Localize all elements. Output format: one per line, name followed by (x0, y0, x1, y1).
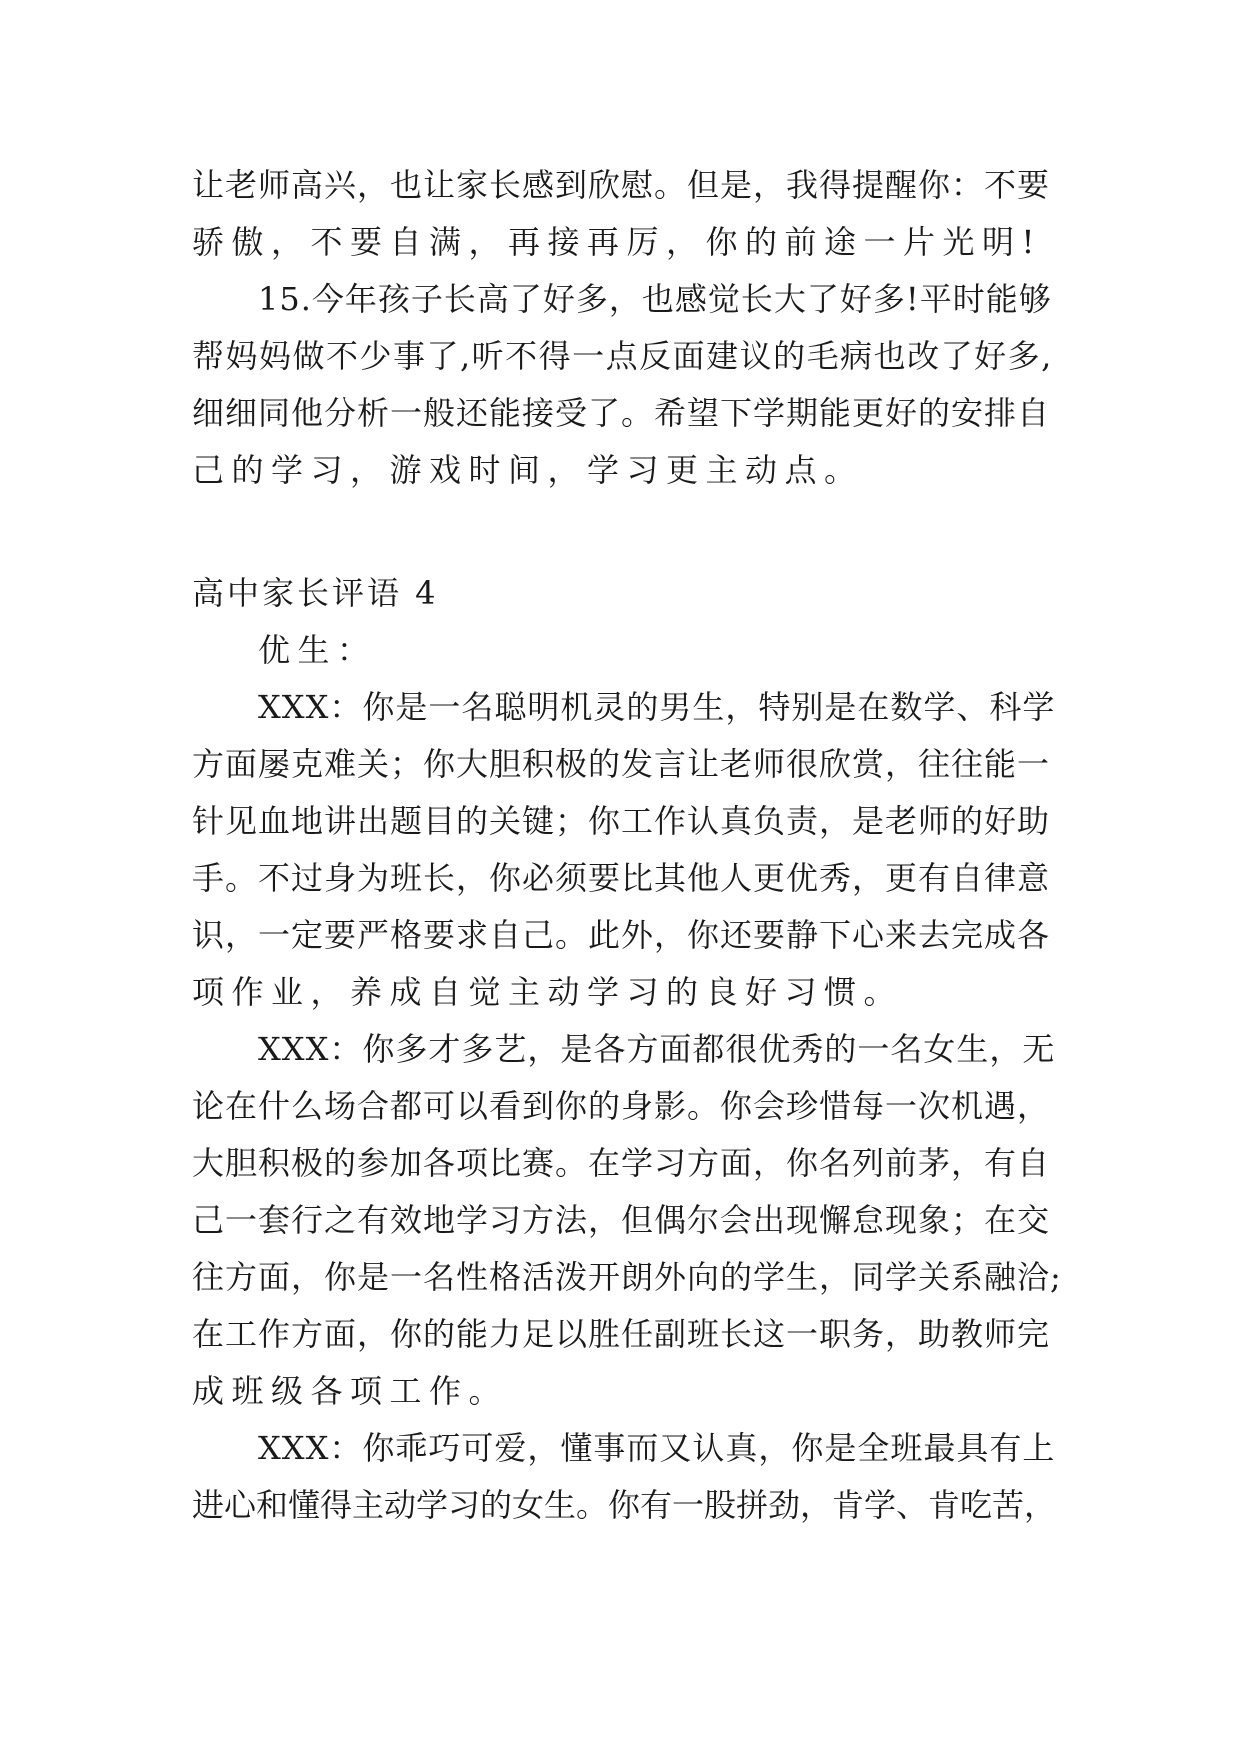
paragraph-line: 在工作方面，你的能力足以胜任副班长这一职务，助教师完 (192, 1315, 1051, 1353)
paragraph-line: 手。不过身为班长，你必须要比其他人更优秀，更有自律意 (192, 859, 1051, 897)
paragraph-line: 方面屡克难关；你大胆积极的发言让老师很欣赏，往往能一 (192, 745, 1051, 783)
paragraph-line: 让老师高兴，也让家长感到欣慰。但是，我得提醒你：不要 (192, 166, 1051, 204)
paragraph-line: 己的学习，游戏时间，学习更主动点。 (192, 451, 864, 489)
paragraph-line: 项作业，养成自觉主动学习的良好习惯。 (192, 973, 904, 1011)
paragraph-line: XXX：你是一名聪明机灵的男生，特别是在数学、科学 (258, 688, 1056, 726)
paragraph-line: 优生： (258, 631, 377, 669)
paragraph-line: 往方面，你是一名性格活泼开朗外向的学生，同学关系融洽; (192, 1258, 1062, 1296)
paragraph-line: XXX：你多才多艺，是各方面都很优秀的一名女生，无 (258, 1030, 1056, 1068)
paragraph-line: 骄傲，不要自满，再接再厉，你的前途一片光明! (192, 223, 1042, 261)
paragraph-line: 己一套行之有效地学习方法，但偶尔会出现懈怠现象；在交 (192, 1201, 1051, 1239)
paragraph-line: 15.今年孩子长高了好多，也感觉长大了好多!平时能够 (258, 280, 1052, 318)
paragraph-line: 论在什么场合都可以看到你的身影。你会珍惜每一次机遇， (192, 1087, 1051, 1125)
paragraph-line: 帮妈妈做不少事了,听不得一点反面建议的毛病也改了好多, (192, 337, 1053, 375)
section-heading: 高中家长评语 4 (192, 574, 439, 612)
paragraph-line: 大胆积极的参加各项比赛。在学习方面，你名列前茅，有自 (192, 1144, 1051, 1182)
paragraph-line: 针见血地讲出题目的关键；你工作认真负责，是老师的好助 (192, 802, 1051, 840)
paragraph-line: 细细同他分析一般还能接受了。希望下学期能更好的安排自 (192, 394, 1051, 432)
paragraph-line: 识，一定要严格要求自己。此外，你还要静下心来去完成各 (192, 916, 1051, 954)
paragraph-line: 成班级各项工作。 (192, 1372, 509, 1410)
paragraph-line: 进心和懂得主动学习的女生。你有一股拼劲，肯学、肯吃苦， (192, 1486, 1057, 1524)
paragraph-line: XXX：你乖巧可爱，懂事而又认真，你是全班最具有上 (258, 1429, 1056, 1467)
